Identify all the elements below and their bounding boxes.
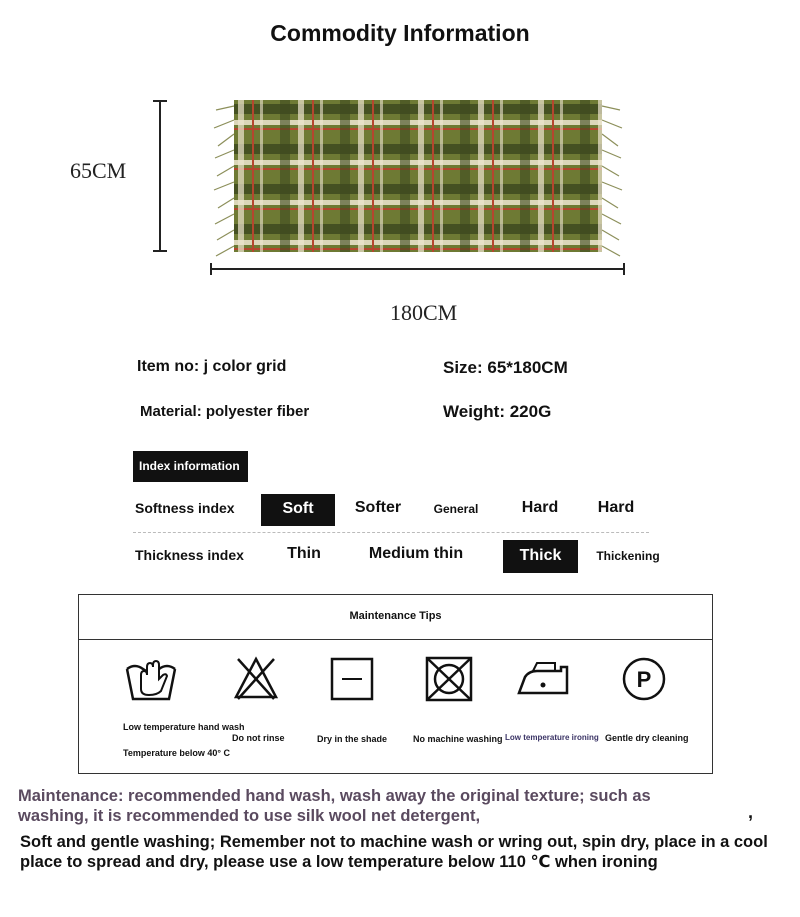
width-dimension-line [210,268,625,270]
plaid-scarf-image [212,98,624,262]
thickness-option-thick: Thick [503,540,578,573]
dry-in-shade-icon [330,657,374,701]
softness-option-softer: Softer [354,499,402,516]
hand-wash-label: Low temperature hand wash [123,722,245,732]
size-spec: Size: 65*180CM [443,358,568,377]
washing-instructions: Soft and gentle washing; Remember not to machine wash or wring out, spin dry, place in a cool place to spread and dry, please use a low temperature below 110 ℃ when ironing [20,833,768,871]
temperature-note: Temperature below 40° C [123,748,230,758]
index-divider [133,532,649,533]
height-dimension-line [159,100,161,252]
thickness-index-label: Thickness index [135,547,244,563]
gentle-dry-cleaning-label: Gentle dry cleaning [605,733,689,743]
do-not-bleach-icon [232,655,280,701]
svg-text:P: P [636,667,652,692]
weight-spec: Weight: 220G [443,402,552,421]
softness-option-hard-2: Hard [597,499,635,516]
softness-option-soft: Soft [261,494,335,526]
maintenance-tips-box [78,594,713,774]
item-number: Item no: j color grid [137,358,287,375]
do-not-rinse-label: Do not rinse [232,733,285,743]
maintenance-recommendation: Maintenance: recommended hand wash, wash away the original texture; such as washing, it is recommended to use silk wool net detergent, [18,787,651,825]
no-machine-washing-label: No machine washing [413,734,503,744]
page-title: Commodity Information [270,20,530,46]
thickness-option-medium-thin: Medium thin [368,545,464,562]
no-tumble-dry-icon [424,655,474,703]
width-label: 180CM [390,300,458,325]
thickness-option-thickening: Thickening [596,549,660,563]
softness-option-hard: Hard [521,499,559,516]
thickness-option-thin: Thin [287,545,321,562]
softness-index-label: Softness index [135,500,235,516]
low-iron-icon [515,659,575,699]
dry-clean-p-icon [620,655,668,703]
height-label: 65CM [70,158,127,183]
maintenance-comma: , [748,802,754,822]
softness-option-general: General [433,502,479,516]
dry-in-shade-label: Dry in the shade [317,734,388,744]
index-information-header: Index information [133,451,248,482]
material-spec: Material: polyester fiber [140,403,310,420]
maintenance-tips-title: Maintenance Tips [79,595,712,640]
hand-wash-icon [123,655,179,705]
low-iron-label: Low temperature ironing [505,733,599,742]
